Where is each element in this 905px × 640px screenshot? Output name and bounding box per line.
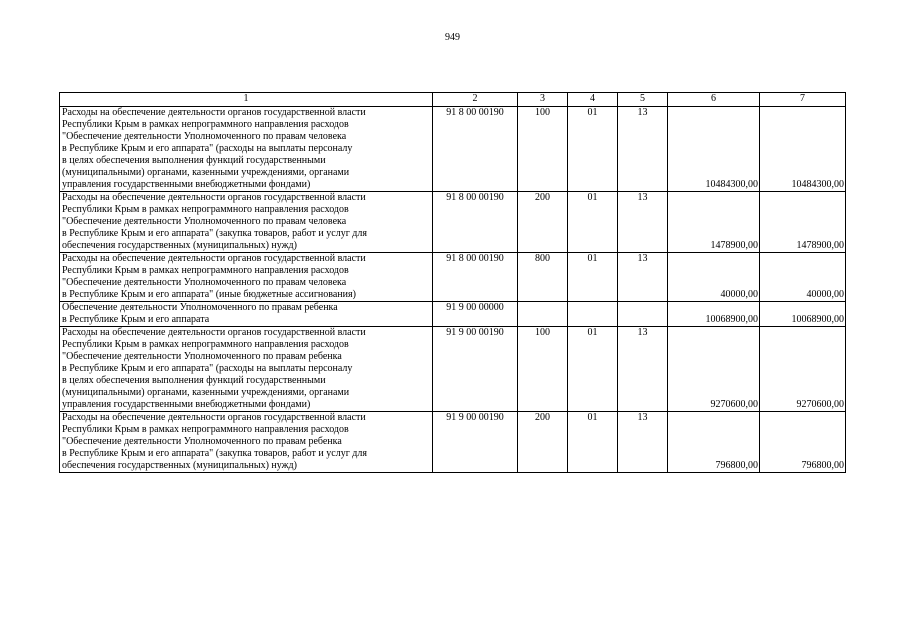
column-header: 6 [668,93,760,107]
row-amount-col7: 1478900,00 [760,192,846,253]
row-code: 91 8 00 00190 [433,253,518,302]
row-col5: 13 [618,107,668,192]
column-header: 4 [568,93,618,107]
row-amount-col6: 10068900,00 [668,302,760,327]
row-code: 91 9 00 00190 [433,327,518,412]
row-description: Расходы на обеспечение деятельности органов государственной власти Республики Крым в рамках непрограммного направления расходов "Обеспечение деятельности Уполномоченного по правам человека в Республике Крым и его аппарата" (закупка товаров, работ и услуг для обеспечения государственных (муниципальных) нужд) [60,192,433,253]
row-col3: 200 [518,412,568,473]
page-number: 949 [445,32,460,43]
table-body [60,107,846,473]
row-description: Обеспечение деятельности Уполномоченного по правам ребенка в Республике Крым и его аппарата [60,302,433,327]
row-amount-col6: 40000,00 [668,253,760,302]
row-amount-col7: 10484300,00 [760,107,846,192]
row-col4: 01 [568,327,618,412]
column-header: 2 [433,93,518,107]
row-col5: 13 [618,412,668,473]
row-code: 91 8 00 00190 [433,107,518,192]
column-header: 7 [760,93,846,107]
row-code: 91 9 00 00000 [433,302,518,327]
table-row [60,107,846,192]
row-col4: 01 [568,412,618,473]
row-description: Расходы на обеспечение деятельности органов государственной власти Республики Крым в рамках непрограммного направления расходов "Обеспечение деятельности Уполномоченного по правам ребенка в Республике Крым и его аппарата" (расходы на выплаты персоналу в целях обеспечения выполнения функций государственными (муниципальными) органами, казенными учреждениями, органами управления государственными внебюджетными фондами) [60,327,433,412]
row-description: Расходы на обеспечение деятельности органов государственной власти Республики Крым в рамках непрограммного направления расходов "Обеспечение деятельности Уполномоченного по правам человека в Республике Крым и его аппарата" (иные бюджетные ассигнования) [60,253,433,302]
row-col4: 01 [568,107,618,192]
row-description: Расходы на обеспечение деятельности органов государственной власти Республики Крым в рамках непрограммного направления расходов "Обеспечение деятельности Уполномоченного по правам человека в Республике Крым и его аппарата" (расходы на выплаты персоналу в целях обеспечения выполнения функций государственными (муниципальными) органами, казенными учреждениями, органами управления государственными внебюджетными фондами) [60,107,433,192]
row-col5: 13 [618,253,668,302]
table-row [60,412,846,473]
row-amount-col6: 1478900,00 [668,192,760,253]
table-row [60,302,846,327]
column-header: 5 [618,93,668,107]
column-header: 3 [518,93,568,107]
row-col4 [568,302,618,327]
row-amount-col6: 796800,00 [668,412,760,473]
row-code: 91 8 00 00190 [433,192,518,253]
table-header-row [60,93,846,107]
table-row [60,253,846,302]
row-amount-col6: 10484300,00 [668,107,760,192]
row-code: 91 9 00 00190 [433,412,518,473]
row-col4: 01 [568,253,618,302]
row-col3: 100 [518,107,568,192]
row-col4: 01 [568,192,618,253]
row-col5 [618,302,668,327]
row-col3 [518,302,568,327]
row-col5: 13 [618,327,668,412]
row-col3: 100 [518,327,568,412]
row-col3: 200 [518,192,568,253]
row-amount-col7: 9270600,00 [760,327,846,412]
row-description: Расходы на обеспечение деятельности органов государственной власти Республики Крым в рамках непрограммного направления расходов "Обеспечение деятельности Уполномоченного по правам ребенка в Республике Крым и его аппарата" (закупка товаров, работ и услуг для обеспечения государственных (муниципальных) нужд) [60,412,433,473]
row-col5: 13 [618,192,668,253]
row-amount-col7: 796800,00 [760,412,846,473]
row-amount-col7: 10068900,00 [760,302,846,327]
row-amount-col7: 40000,00 [760,253,846,302]
table-row [60,192,846,253]
table-row [60,327,846,412]
budget-table [59,92,846,473]
column-header: 1 [60,93,433,107]
row-amount-col6: 9270600,00 [668,327,760,412]
row-col3: 800 [518,253,568,302]
